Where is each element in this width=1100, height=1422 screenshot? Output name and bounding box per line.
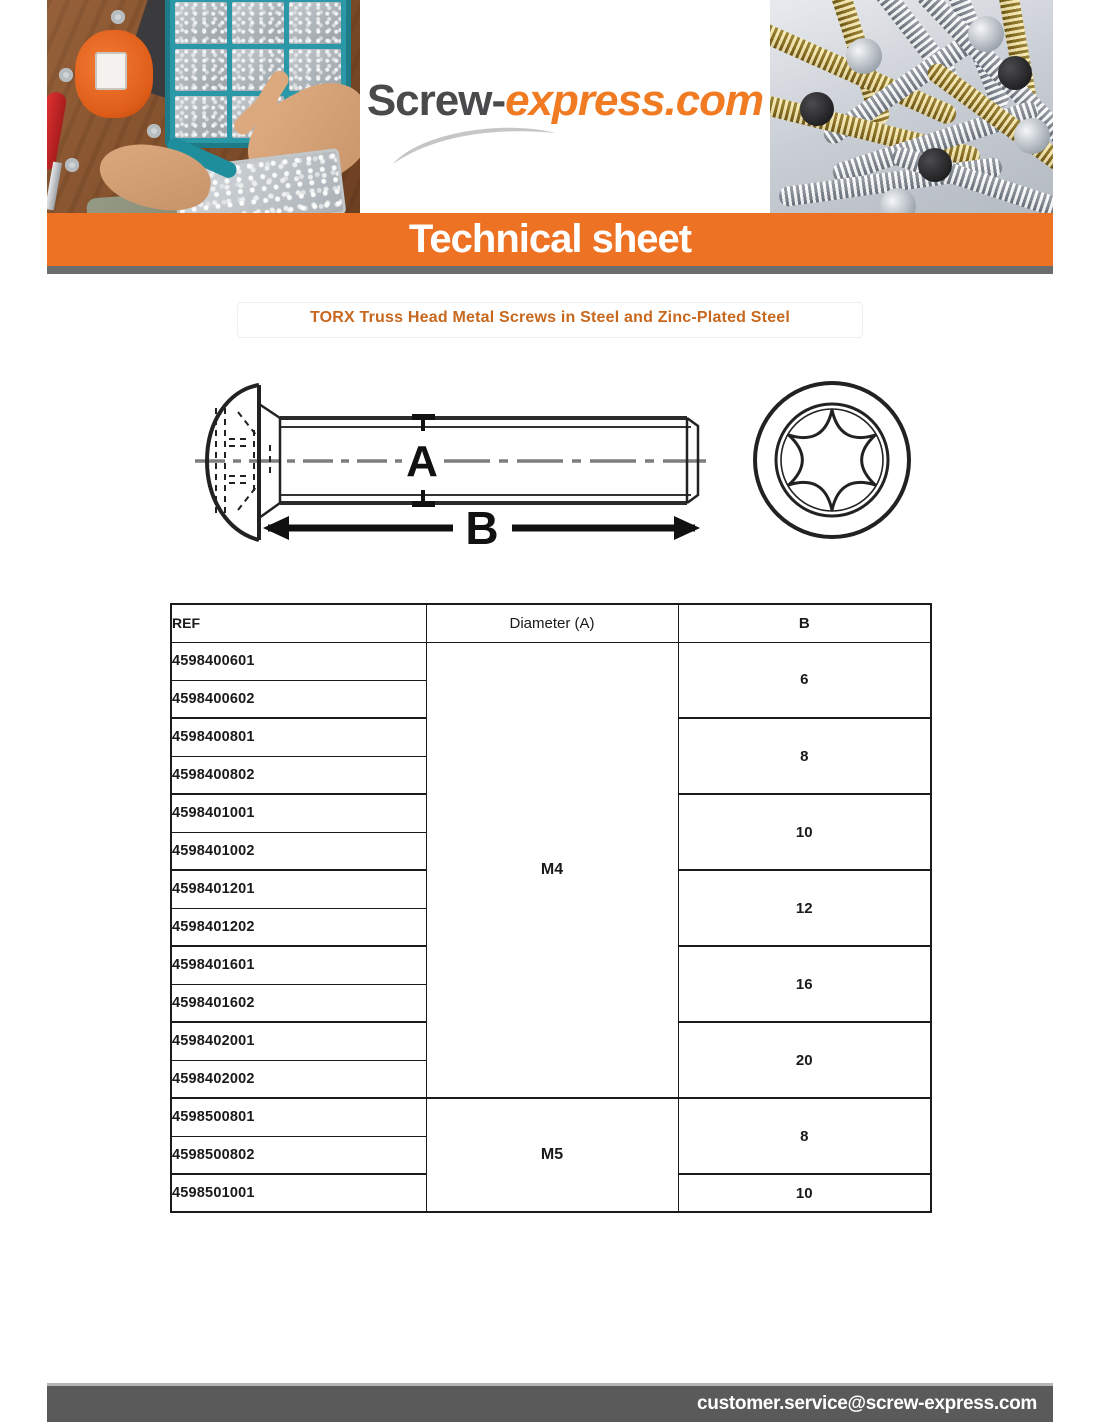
logo-text-express: express.com: [505, 76, 764, 125]
diameter-cell: M5: [426, 1098, 678, 1212]
ref-cell: 4598401601: [171, 946, 426, 984]
logo-swoosh-icon: [388, 122, 563, 170]
ref-cell: 4598402001: [171, 1022, 426, 1060]
dimension-b: [263, 502, 700, 554]
document-title: TORX Truss Head Metal Screws in Steel and Zinc-Plated Steel: [309, 309, 791, 326]
ref-cell: 4598402002: [171, 1060, 426, 1098]
logo: [360, 0, 770, 213]
ref-cell: 4598400602: [171, 680, 426, 718]
ref-cell: 4598401202: [171, 908, 426, 946]
col-header-ref: REF: [171, 604, 426, 642]
col-header-b: B: [678, 604, 931, 642]
length-b-cell: 10: [678, 1174, 931, 1212]
screws-photo: [770, 0, 1053, 213]
length-b-cell: 8: [678, 1098, 931, 1174]
table-row: [171, 642, 931, 680]
ref-cell: 4598400801: [171, 718, 426, 756]
length-b-cell: 16: [678, 946, 931, 1022]
screw-diagram: [150, 350, 950, 590]
dimension-a: [406, 417, 438, 504]
length-b-cell: 20: [678, 1022, 931, 1098]
col-header-diameter: Diameter (A): [426, 604, 678, 642]
ref-cell: 4598500801: [171, 1098, 426, 1136]
spec-table-body: [171, 642, 931, 1212]
footer-email: customer.service@screw-express.com: [697, 1393, 1037, 1414]
spec-table: [170, 603, 932, 1213]
ref-cell: 4598500802: [171, 1136, 426, 1174]
logo-text: [360, 76, 770, 126]
ref-cell: 4598401602: [171, 984, 426, 1022]
length-b-cell: 6: [678, 642, 931, 718]
torx-head-front-view: [755, 383, 909, 537]
table-header-row: [171, 604, 931, 642]
banner-title: Technical sheet: [408, 217, 692, 261]
dimension-a-label: A: [406, 437, 438, 486]
table-row: [171, 1098, 931, 1136]
footer-bar: [47, 1383, 1053, 1422]
ref-cell: 4598501001: [171, 1174, 426, 1212]
length-b-cell: 10: [678, 794, 931, 870]
ref-cell: 4598400802: [171, 756, 426, 794]
length-b-cell: 12: [678, 870, 931, 946]
workbench-photo: [47, 0, 360, 213]
banner-underline: [47, 266, 1053, 274]
banner: [47, 213, 1053, 266]
ref-cell: 4598401201: [171, 870, 426, 908]
diameter-cell: M4: [426, 642, 678, 1098]
ref-cell: 4598401002: [171, 832, 426, 870]
screwdriver: [47, 91, 68, 171]
length-b-cell: 8: [678, 718, 931, 794]
dimension-b-label: B: [465, 502, 499, 554]
ref-cell: 4598400601: [171, 642, 426, 680]
logo-text-screw: Screw-: [366, 76, 506, 125]
ref-cell: 4598401001: [171, 794, 426, 832]
